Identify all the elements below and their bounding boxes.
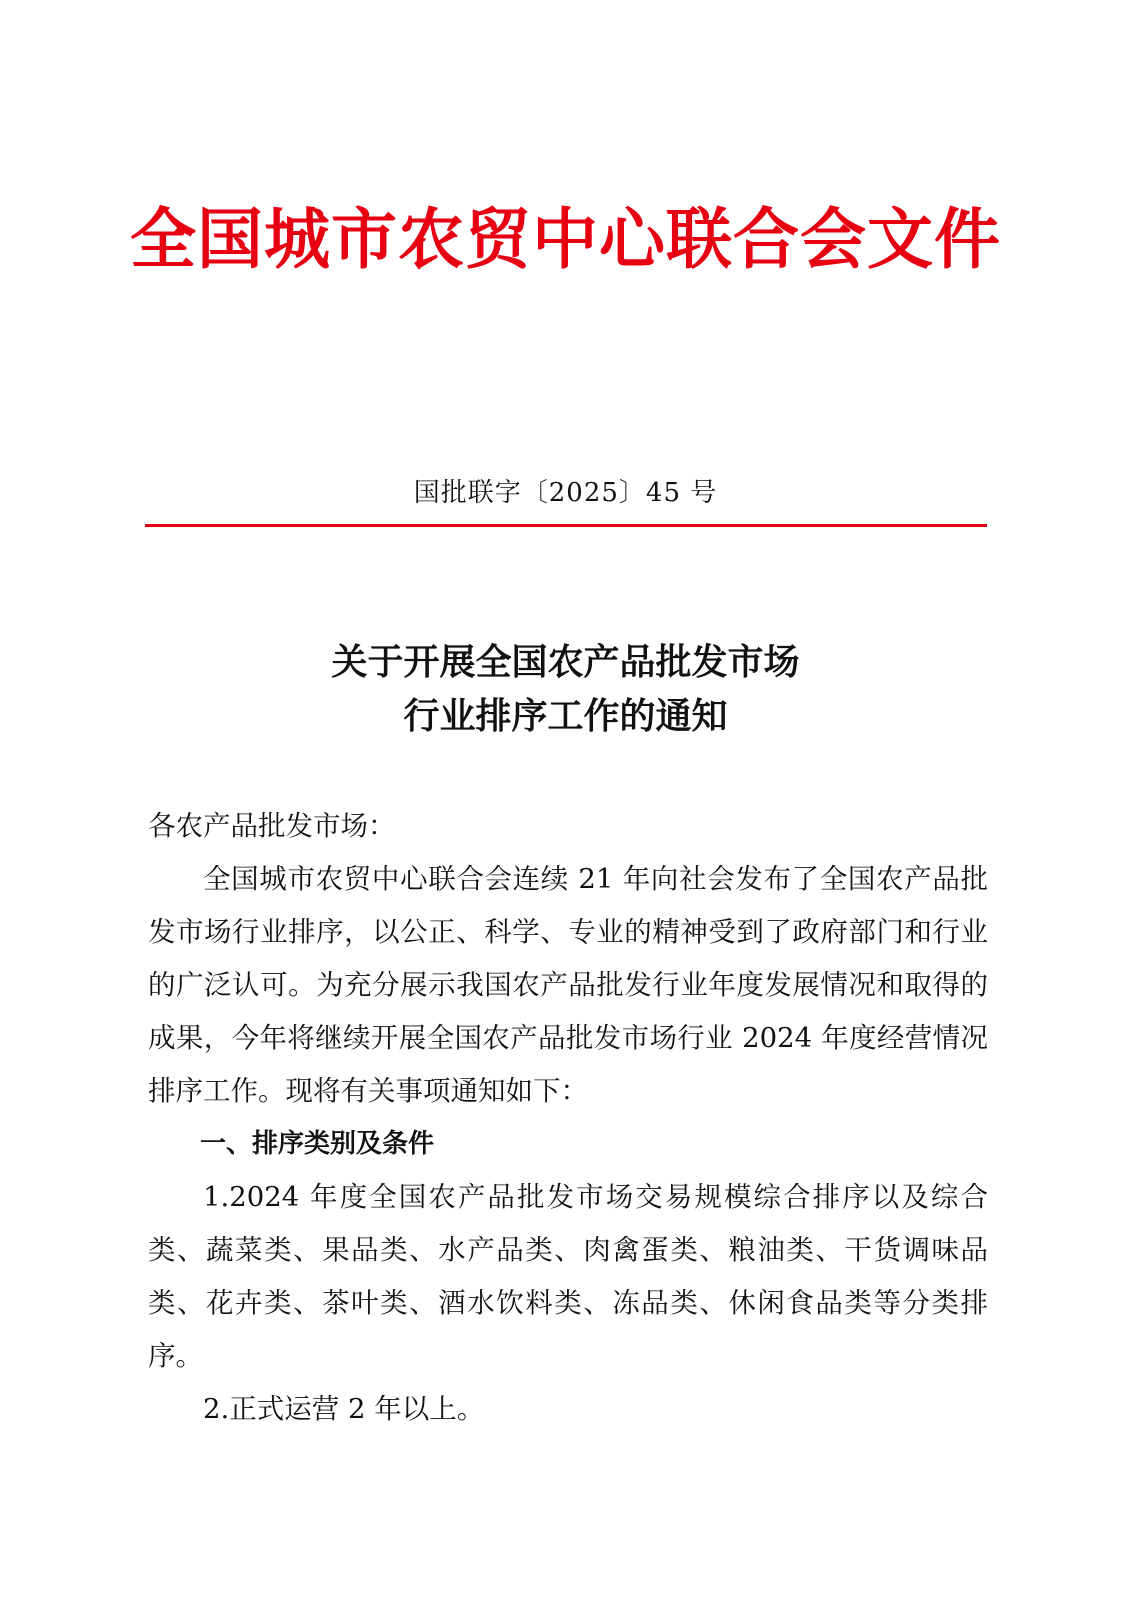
notice-title-line-1: 关于开展全国农产品批发市场 — [331, 642, 800, 683]
notice-body — [148, 800, 988, 1436]
document-number: 国批联字〔2025〕45 号 — [413, 478, 718, 508]
notice-title-line-2: 行业排序工作的通知 — [403, 696, 728, 737]
salutation: 各农产品批发市场： — [148, 810, 396, 842]
intro-paragraph: 全国城市农贸中心联合会连续 21 年向社会发布了全国农产品批发市场行业排序，以公正、科学、专业的精神受到了政府部门和行业的广泛认可。为充分展示我国农产品批发行业年度发展情况和取得的成果，今年将继续开展全国农产品批发市场行业 2024 年度经营情况排序工作。现将有关事项通知如下： — [148, 863, 988, 1107]
section-heading-1: 一、排序类别及条件 — [200, 1129, 435, 1159]
org-header-title: 全国城市农贸中心联合会文件 — [130, 200, 1001, 278]
list-item-1: 1.2024 年度全国农产品批发市场交易规模综合排序以及综合类、蔬菜类、果品类、水产品类、肉禽蛋类、粮油类、干货调味品类、花卉类、茶叶类、酒水饮料类、冻品类、休闲食品类等分类排序。 — [148, 1181, 988, 1372]
red-divider-line — [145, 524, 987, 527]
list-item-2: 2.正式运营 2 年以上。 — [203, 1393, 485, 1425]
notice-title — [0, 636, 1131, 744]
